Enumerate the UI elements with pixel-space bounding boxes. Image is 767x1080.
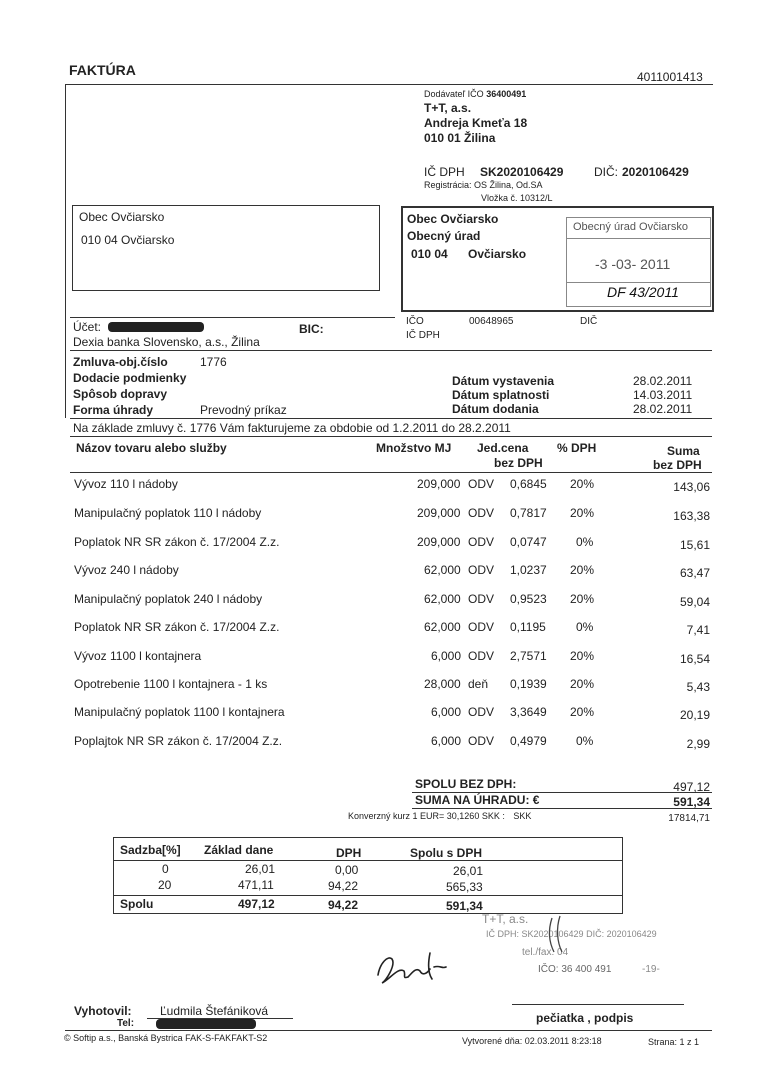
company-stamp-line5: -19- [642,964,660,975]
transport-label: Spôsob dopravy [73,387,168,401]
issued-by-name: Ľudmila Štefániková [160,1004,269,1018]
table-row [64,563,710,585]
table-row [64,649,710,671]
software-note: © Softip a.s., Banská Bystrica FAK-S-FAKFAKT-S2 [64,1033,268,1043]
row-sum: 15,61 [679,538,710,552]
row-unit: ODV [468,620,495,634]
row-unit: ODV [468,535,495,549]
row-price: 0,1939 [510,677,547,691]
supplier-name: T+T, a.s. [424,101,472,115]
row-sum: 20,19 [679,708,710,722]
row-price: 1,0237 [510,563,547,577]
created-date: Vytvorené dňa: 02.03.2011 8:23:18 [462,1036,602,1046]
row-unit: ODV [468,705,495,719]
row-sum: 2,99 [686,737,710,751]
row-price: 0,0747 [510,535,547,549]
row-name: Poplajtok NR SR zákon č. 17/2004 Z.z. [74,734,283,748]
contract-value: 1776 [200,355,227,369]
table-row [64,592,710,614]
row-sum: 7,41 [686,623,710,637]
received-stamp-date: -3 -03- 2011 [595,256,671,272]
top-rule [65,84,713,85]
buyer-right-office: Obecný úrad [407,229,481,243]
row-qty: 6,000 [431,705,462,719]
received-stamp-title: Obecný úrad Ovčiarsko [573,221,688,233]
buyer-ico: 00648965 [469,316,514,327]
row-vat: 20% [570,563,595,577]
vat-rate: 20 [158,878,172,892]
vat-rate: 0 [162,862,169,876]
row-name: Vývoz 240 l nádoby [74,563,179,577]
row-name: Poplatok NR SR zákon č. 17/2004 Z.z. [74,620,280,634]
supplier-dic-label: DIČ: [594,165,618,179]
buyer-right-city: Ovčiarsko [468,247,527,261]
bic-label: BIC: [299,322,324,336]
row-qty: 6,000 [431,649,462,663]
total-to-pay-value: 591,34 [673,795,710,809]
row-qty: 6,000 [431,734,462,748]
table-row [64,535,710,557]
issued-by-label: Vyhotovil: [74,1004,132,1018]
contract-label: Zmluva-obj.číslo [73,355,168,369]
row-name: Vývoz 110 l nádoby [74,477,178,491]
issue-date-label: Dátum vystavenia [452,374,555,388]
row-unit: ODV [468,563,495,577]
row-price: 0,6845 [510,477,547,491]
vat-sum-total: 591,34 [446,899,483,913]
col-sum: Suma [667,444,700,458]
row-sum: 63,47 [679,566,710,580]
delivery-date: 28.02.2011 [633,402,693,416]
col-name: Názov tovaru alebo služby [76,441,227,455]
row-price: 0,1195 [510,620,546,634]
buyer-ico-label: IČO [406,316,424,327]
col-vat: % DPH [557,441,597,455]
buyer-left-city: 010 04 Ovčiarsko [81,233,175,247]
row-price: 0,7817 [510,506,547,520]
row-qty: 62,000 [424,563,461,577]
stamp-signature-label: pečiatka , podpis [536,1011,634,1025]
buyer-left-name: Obec Ovčiarsko [79,210,165,224]
due-date-label: Dátum splatnosti [452,388,550,402]
col-unit-price-sub: bez DPH [494,456,543,470]
supplier-icdph: SK2020106429 [480,165,564,179]
supplier-city: 010 01 Žilina [424,131,496,145]
row-name: Manipulačný poplatok 1100 l kontajnera [74,705,285,719]
supplier-insert: Vložka č. 10312/L [481,193,553,203]
row-price: 0,9523 [510,592,547,606]
table-row [64,477,710,499]
tel-redaction [156,1019,256,1029]
received-stamp-number: DF 43/2011 [607,284,679,300]
row-name: Poplatok NR SR zákon č. 17/2004 Z.z. [74,535,280,549]
buyer-dic-label: DIČ [580,316,598,327]
row-vat: 0% [576,535,594,549]
row-sum: 59,04 [679,595,710,609]
col-qty: Množstvo MJ [376,441,452,455]
row-unit: deň [468,677,489,691]
buyer-right-zip: 010 04 [411,247,448,261]
row-price: 3,3649 [510,705,547,719]
row-vat: 20% [570,477,595,491]
row-unit: ODV [468,592,495,606]
row-vat: 0% [576,620,594,634]
row-vat: 20% [570,506,595,520]
vat-amount: 94,22 [328,879,359,893]
vat-col-base: Základ dane [204,843,274,857]
supplier-ico-label: IČO [467,89,484,99]
row-unit: ODV [468,649,495,663]
col-sum-sub: bez DPH [653,458,702,472]
bank-name: Dexia banka Slovensko, a.s., Žilina [73,335,260,349]
company-stamp-line2: IČ DPH: SK2020106429 DIČ: 2020106429 [486,929,657,939]
total-to-pay-label: SUMA NA ÚHRADU: € [415,793,540,807]
buyer-right-name: Obec Ovčiarsko [407,212,499,226]
row-unit: ODV [468,477,495,491]
company-stamp-line1: T+T, a.s. [482,912,529,926]
row-sum: 163,38 [673,509,710,523]
signature-icon [370,945,460,990]
table-row [64,734,710,756]
received-stamp [566,217,711,307]
row-vat: 20% [570,705,595,719]
row-vat: 20% [570,649,595,663]
supplier-label: Dodávateľ [424,89,466,99]
col-unit-price: Jed.cena [477,441,529,455]
payment-label: Forma úhrady [73,403,154,417]
vat-base: 26,01 [245,862,276,876]
row-qty: 62,000 [424,592,461,606]
conversion-unit: SKK [513,811,532,821]
due-date: 14.03.2011 [633,388,693,402]
row-qty: 62,000 [424,620,461,634]
row-price: 0,4979 [510,734,547,748]
supplier-dic: 2020106429 [622,165,689,179]
row-qty: 209,000 [417,506,461,520]
row-qty: 209,000 [417,535,461,549]
row-sum: 143,06 [673,480,710,494]
company-stamp-line3: tel./fax: 04 [522,947,569,958]
total-skk: 17814,71 [668,813,710,824]
payment-value: Prevodný príkaz [200,403,287,417]
table-row [64,620,710,642]
vat-col-total: Spolu s DPH [410,846,483,860]
issue-date: 28.02.2011 [633,374,693,388]
row-sum: 5,43 [686,680,710,694]
row-unit: ODV [468,506,495,520]
buyer-address-box [72,205,380,291]
vat-total: 26,01 [453,864,484,878]
vat-total: 565,33 [446,880,483,894]
supplier-registration: Registrácia: OS Žilina, Od.SA [424,180,543,190]
row-qty: 209,000 [417,477,461,491]
table-row [64,506,710,528]
supplier-icdph-label: IČ DPH [424,165,465,179]
row-unit: ODV [468,734,495,748]
vat-sum-base: 497,12 [238,897,275,911]
invoice-number: 4011001413 [637,70,703,84]
row-price: 2,7571 [510,649,547,663]
tel-label: Tel: [117,1018,135,1029]
row-name: Manipulačný poplatok 240 l nádoby [74,592,263,606]
page-indicator: Strana: 1 z 1 [648,1037,700,1047]
vat-sum-vat: 94,22 [328,898,359,912]
vat-amount: 0,00 [335,863,359,877]
delivery-terms-label: Dodacie podmienky [73,371,187,385]
left-rule [65,84,66,418]
account-redaction [108,322,204,332]
vat-sum-label: Spolu [120,897,154,911]
table-row [64,677,710,699]
row-vat: 0% [576,734,594,748]
row-vat: 20% [570,677,595,691]
vat-base: 471,11 [238,878,274,892]
vat-col-vat: DPH [336,846,362,860]
row-name: Manipulačný poplatok 110 l nádoby [74,506,262,520]
supplier-street: Andreja Kmeťa 18 [424,116,528,130]
vat-col-rate: Sadzba[%] [120,843,181,857]
row-name: Vývoz 1100 l kontajnera [74,649,202,663]
row-qty: 28,000 [424,677,461,691]
vat-summary-box [113,837,623,914]
supplier-ico: 36400491 [486,89,527,99]
right-rule [712,84,713,85]
total-no-vat-label: SPOLU BEZ DPH: [415,777,517,791]
conversion-rate: Konverzný kurz 1 EUR= 30,1260 SKK : [348,811,505,821]
stamp-circle-icon [540,912,590,957]
account-label: Účet: [73,320,102,334]
row-name: Opotrebenie 1100 l kontajnera - 1 ks [74,677,268,691]
row-vat: 20% [570,592,595,606]
buyer-icdph-label: IČ DPH [406,330,440,341]
invoice-title: FAKTÚRA [69,62,136,78]
row-sum: 16,54 [679,652,710,666]
company-stamp-line4: IČO: 36 400 491 [538,964,612,975]
period-note: Na základe zmluvy č. 1776 Vám fakturujeme za obdobie od 1.2.2011 do 28.2.2011 [73,421,511,435]
total-no-vat-value: 497,12 [673,780,710,794]
table-row [64,705,710,727]
delivery-date-label: Dátum dodania [452,402,539,416]
